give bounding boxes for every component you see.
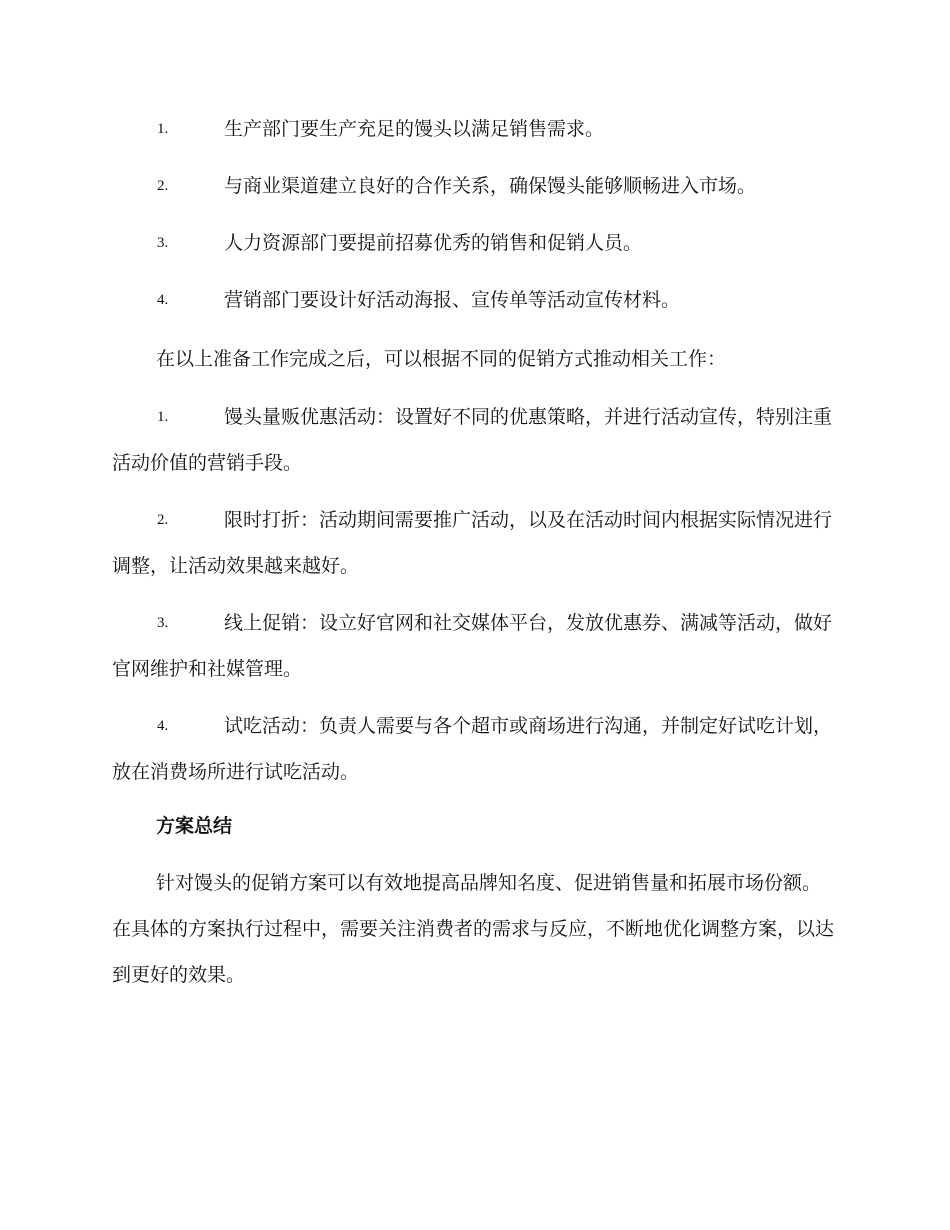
summary-paragraph: 针对馒头的促销方案可以有效地提高品牌知名度、促进销售量和拓展市场份额。在具体的方案执行过程中，需要关注消费者的需求与反应，不断地优化调整方案，以达到更好的效果。 [112, 872, 835, 986]
list-item [112, 106, 834, 152]
list-number: 2. [157, 512, 169, 528]
list-number: 3. [157, 615, 169, 631]
list-item [112, 220, 834, 266]
list-number: 4. [157, 718, 169, 734]
list-item [112, 497, 834, 589]
list-number: 1. [157, 409, 169, 425]
list-item-text: 营销部门要设计好活动海报、宣传单等活动宣传材料。 [224, 289, 681, 311]
list-number: 3. [157, 235, 169, 251]
section-heading: 方案总结 [156, 815, 233, 837]
list-item [112, 277, 834, 323]
intro-paragraph-block [112, 336, 834, 382]
list-item-text: 人力资源部门要提前招募优秀的销售和促销人员。 [224, 232, 643, 254]
list-item-text: 生产部门要生产充足的馒头以满足销售需求。 [224, 118, 605, 140]
intro-paragraph: 在以上准备工作完成之后，可以根据不同的促销方式推动相关工作： [156, 348, 727, 370]
list-item [112, 703, 834, 795]
preparation-list [112, 106, 834, 323]
list-item [112, 600, 834, 692]
list-number: 4. [157, 292, 169, 308]
promotion-methods-list [112, 394, 834, 795]
list-item-text: 与商业渠道建立良好的合作关系，确保馒头能够顺畅进入市场。 [224, 175, 757, 197]
list-item-text: 馒头量贩优惠活动：设置好不同的优惠策略，并进行活动宣传，特别注重活动价值的营销手段。 [112, 406, 833, 474]
list-item [112, 163, 834, 209]
list-item [112, 394, 834, 486]
list-item-text: 线上促销：设立好官网和社交媒体平台，发放优惠券、满减等活动，做好官网维护和社媒管理。 [112, 612, 833, 680]
list-number: 2. [157, 178, 169, 194]
list-number: 1. [157, 121, 169, 137]
list-item-text: 试吃活动：负责人需要与各个超市或商场进行沟通，并制定好试吃计划，放在消费场所进行试吃活动。 [112, 715, 833, 783]
list-item-text: 限时打折：活动期间需要推广活动，以及在活动时间内根据实际情况进行调整，让活动效果越来越好。 [112, 509, 833, 577]
summary-section [112, 803, 834, 998]
